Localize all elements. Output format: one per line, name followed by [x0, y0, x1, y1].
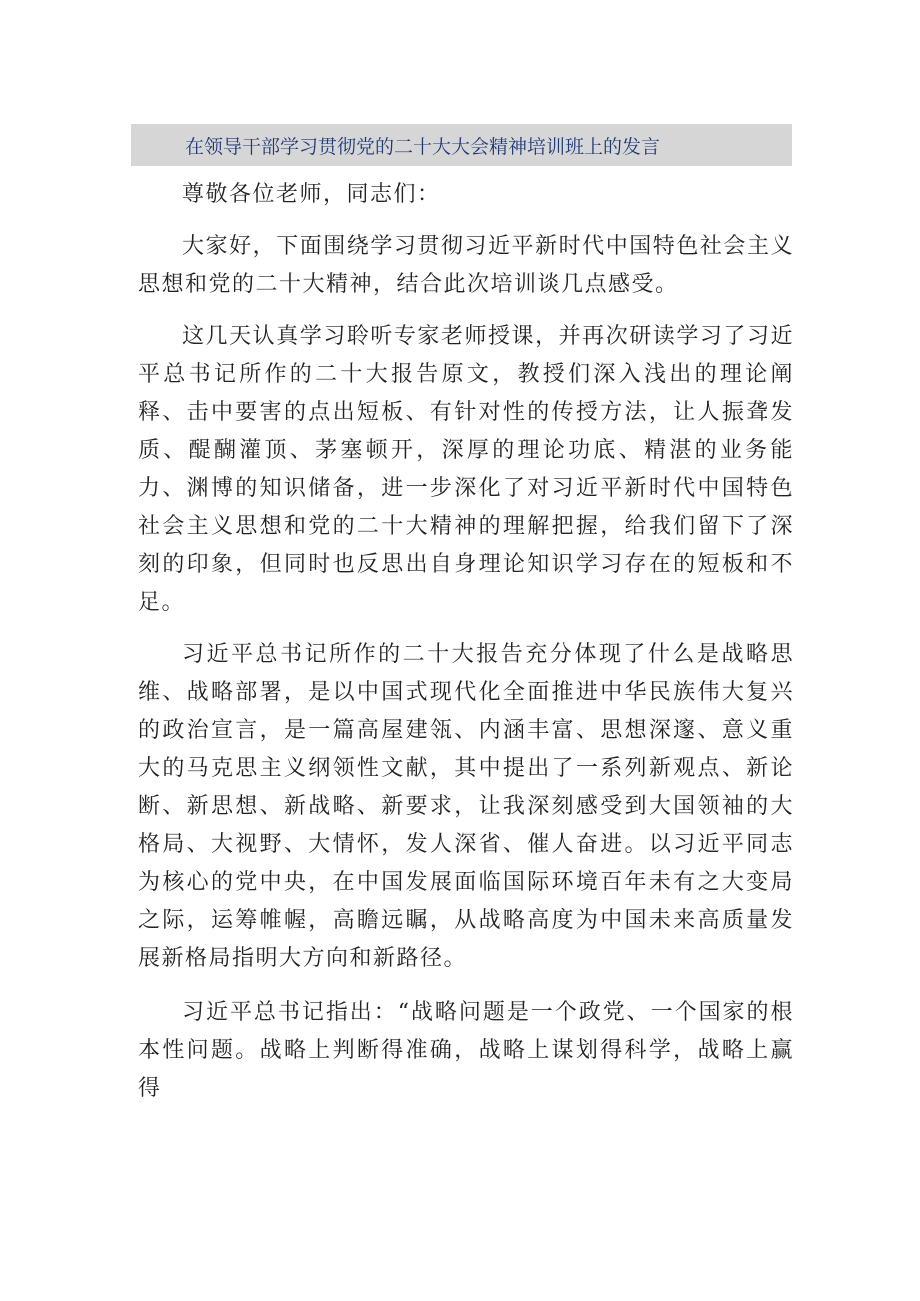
paragraph-strategic-thinking: 习近平总书记所作的二十大报告充分体现了什么是战略思维、战略部署，是以中国式现代化全面推进中华民族伟大复兴的政治宣言，是一篇高屋建瓴、内涵丰富、思想深邃、意义重大的马克思主义纲领性文献，其中提出了一系列新观点、新论断、新思想、新战略、新要求，让我深刻感受到大国领袖的大格局、大视野、大情怀，发人深省、催人奋进。以习近平同志为核心的党中央，在中国发展面临国际环境百年未有之大变局之际，运筹帷幄，高瞻远瞩，从战略高度为中国未来高质量发展新格局指明大方向和新路径。	[138, 642, 794, 971]
document-title-bar	[131, 124, 792, 166]
paragraph-intro: 大家好，下面围绕学习贯彻习近平新时代中国特色社会主义思想和党的二十大精神，结合此次培训谈几点感受。	[138, 234, 794, 297]
greeting: 尊敬各位老师，同志们：	[182, 182, 441, 207]
document-title: 在领导干部学习贯彻党的二十大大会精神培训班上的发言	[185, 135, 661, 158]
paragraph-study-reflection: 这几天认真学习聆听专家老师授课，并再次研读学习了习近平总书记所作的二十大报告原文，教授们深入浅出的理论阐释、击中要害的点出短板、有针对性的传授方法，让人振聋发质、醍醐灌顶、茅塞顿开，深厚的理论功底、精湛的业务能力、渊博的知识储备，进一步深化了对习近平新时代中国特色社会主义思想和党的二十大精神的理解把握，给我们留下了深刻的印象，但同时也反思出自身理论知识学习存在的短板和不足。	[138, 324, 794, 615]
document-body	[138, 176, 794, 1108]
paragraph-quote: 习近平总书记指出：“战略问题是一个政党、一个国家的根本性问题。战略上判断得准确，战略上谋划得科学，战略上赢得	[138, 1000, 794, 1101]
